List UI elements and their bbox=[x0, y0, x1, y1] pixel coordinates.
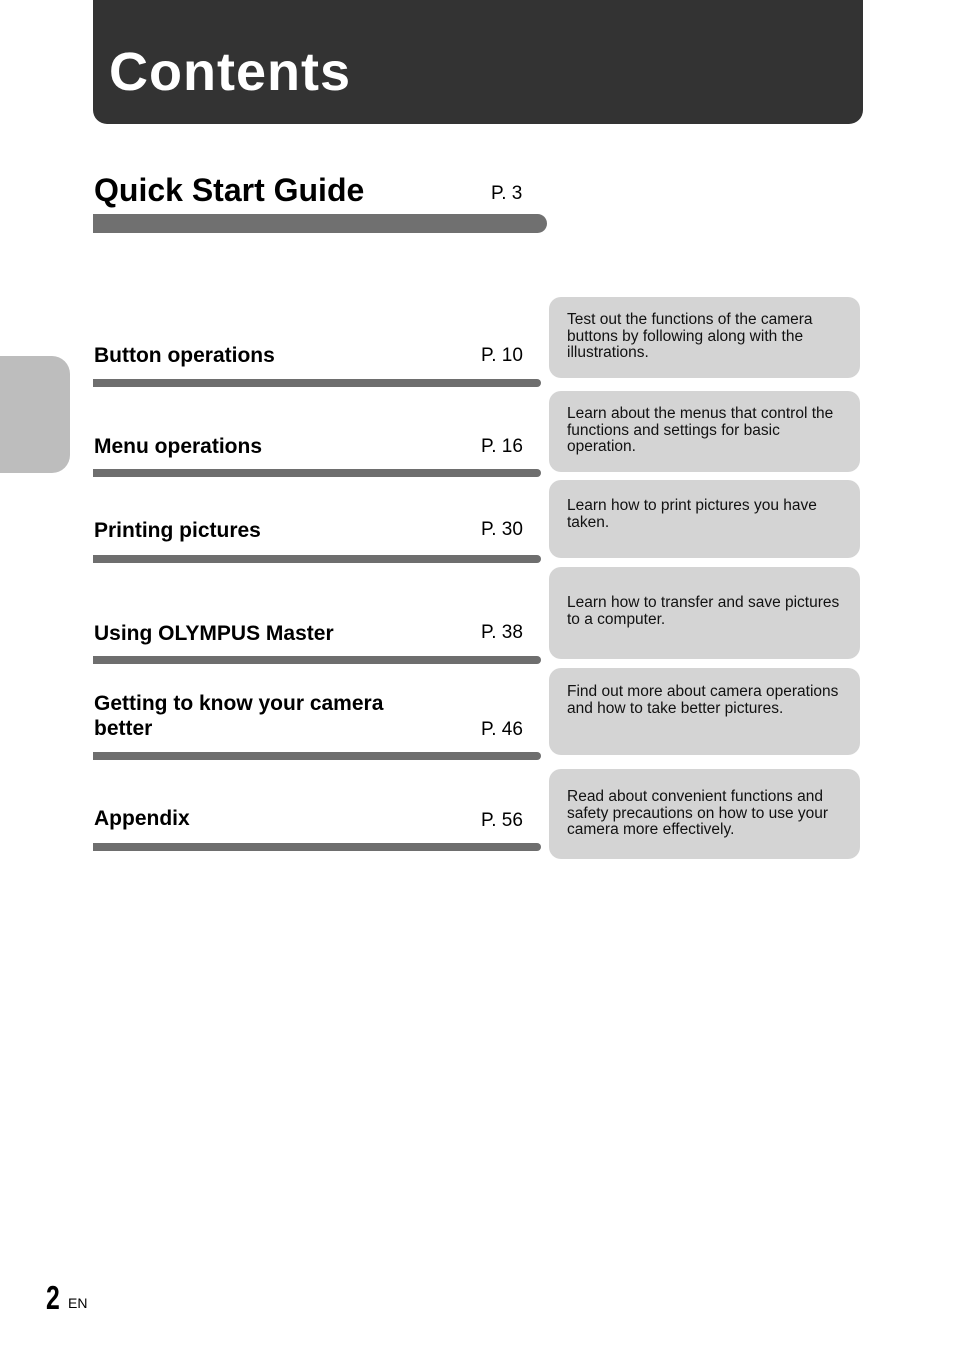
section-description-menu-operations: Learn about the menus that control the functions and settings for basic operation. bbox=[549, 391, 860, 472]
section-title-button-operations[interactable]: Button operations bbox=[94, 344, 275, 367]
section-title-printing-pictures[interactable]: Printing pictures bbox=[94, 519, 261, 542]
section-description-button-operations: Test out the functions of the camera buttons by following along with the illustrations. bbox=[549, 297, 860, 378]
page-title: Contents bbox=[109, 42, 351, 102]
section-page-getting-to-know-your-camera-better[interactable]: P. 46 bbox=[481, 719, 523, 740]
section-page-appendix[interactable]: P. 56 bbox=[481, 810, 523, 831]
section-bar bbox=[93, 379, 541, 387]
section-description-using-olympus-master: Learn how to transfer and save pictures to a computer. bbox=[549, 567, 860, 659]
section-description-getting-to-know-your-camera-better: Find out more about camera operations and how to take better pictures. bbox=[549, 668, 860, 755]
section-page-printing-pictures[interactable]: P. 30 bbox=[481, 519, 523, 540]
footer-page-number: 2 bbox=[46, 1279, 60, 1316]
section-page-menu-operations[interactable]: P. 16 bbox=[481, 436, 523, 457]
section-title-getting-to-know-your-camera-better[interactable]: Getting to know your camera better bbox=[94, 692, 384, 740]
section-description-appendix: Read about convenient functions and safety precautions on how to use your camera more effectively. bbox=[549, 769, 860, 859]
section-page-using-olympus-master[interactable]: P. 38 bbox=[481, 622, 523, 643]
section-description-printing-pictures: Learn how to print pictures you have taken. bbox=[549, 480, 860, 558]
header-banner bbox=[93, 0, 863, 124]
section-bar bbox=[93, 555, 541, 563]
section-page-button-operations[interactable]: P. 10 bbox=[481, 345, 523, 366]
quick-start-bar bbox=[93, 214, 547, 233]
footer-language: EN bbox=[68, 1295, 88, 1311]
side-tab bbox=[0, 356, 70, 473]
section-title-appendix[interactable]: Appendix bbox=[94, 807, 190, 830]
quick-start-page[interactable]: P. 3 bbox=[491, 183, 523, 204]
section-bar bbox=[93, 843, 541, 851]
section-title-menu-operations[interactable]: Menu operations bbox=[94, 435, 263, 458]
section-bar bbox=[93, 752, 541, 760]
quick-start-title[interactable]: Quick Start Guide bbox=[94, 172, 365, 208]
section-bar bbox=[93, 656, 541, 664]
section-bar bbox=[93, 469, 541, 477]
section-title-using-olympus-master[interactable]: Using OLYMPUS Master bbox=[94, 622, 334, 645]
